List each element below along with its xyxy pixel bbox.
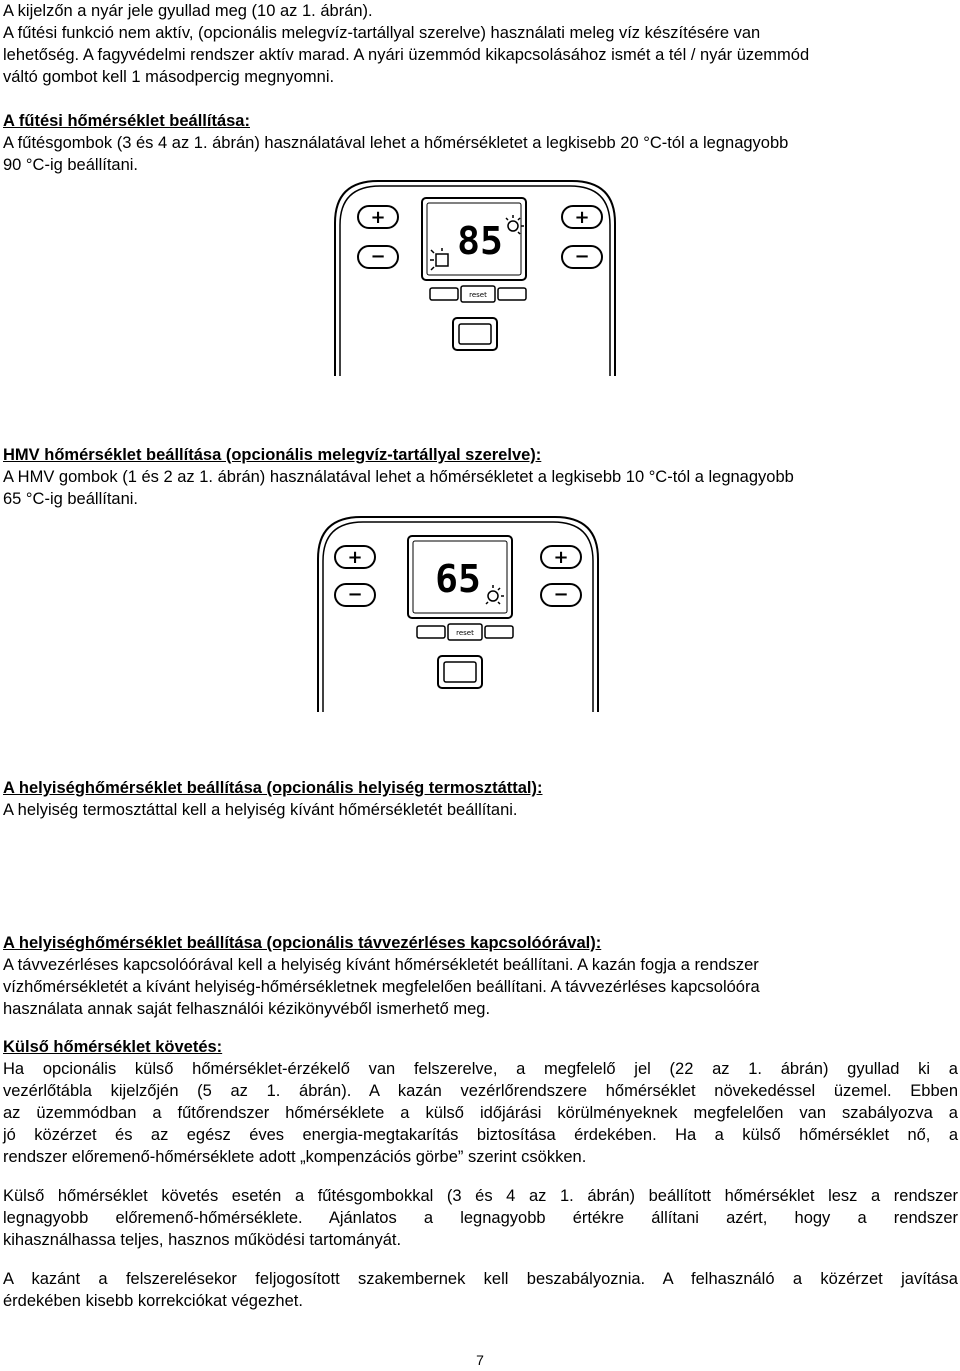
main-switch-button[interactable] [453,318,497,350]
heating-heading: A fűtési hőmérséklet beállítása: [3,112,250,130]
remote-heading: A helyiséghőmérséklet beállítása (opcionális távvezérléses kapcsolóórával): [3,934,602,952]
hmv-plus-right-button[interactable] [541,546,581,568]
lcd-display [422,198,526,280]
mode-button-right[interactable] [485,626,513,638]
minus-label: − [553,584,569,605]
remote-line-2: vízhőmérsékletét a kívánt helyiség-hőmérsékletnek megfelelően beállítani. A távvezérléses kapcsolóóra [3,978,760,996]
mode-button-left[interactable] [417,626,445,638]
mode-button-left[interactable] [430,288,458,300]
lcd-display [408,536,512,618]
intro-line-1: A kijelzőn a nyár jele gyullad meg (10 az 1. ábrán). [3,2,373,20]
reset-label: reset [456,629,474,637]
control-panel-hmv [313,514,603,714]
main-switch-button[interactable] [438,656,482,688]
hmv-line-1: A HMV gombok (1 és 2 az 1. ábrán) használatával lehet a hőmérsékletet a legkisebb 10 °C-tól a legnagyobb [3,468,794,486]
lcd-value: 85 [457,219,503,263]
outdoor-p1-line-4: jó közérzet és az egész éves energia-megtakarítás biztosítása érdekében. Ha a külső hőmérséklet nő, a [3,1126,958,1144]
heating-line-2: 90 °C-ig beállítani. [3,156,139,174]
outdoor-heading: Külső hőmérséklet követés: [3,1038,223,1056]
reset-label: reset [469,291,487,299]
hmv-minus-right-button[interactable] [541,584,581,606]
control-panel-heating [330,178,620,378]
mode-button-row [417,624,513,640]
outdoor-p1-line-2: vezérlőtábla kijelzőjén (5 az 1. ábrán). A kazán vezérlőrendszere hőmérséklet növekedéssel üzemel. Ebben [3,1082,958,1100]
hmv-minus-left-button[interactable] [335,584,375,606]
outdoor-p2-line-2: legnagyobb előremenő-hőmérséklete. Ajánlatos a legnagyobb értékre állítani azért, hogy a rendszer [3,1209,958,1227]
minus-label: − [370,246,386,267]
mode-button-row [430,286,526,302]
heating-minus-right-button[interactable] [562,246,602,268]
outdoor-p1-line-5: rendszer előremenő-hőmérséklete adott „kompenzációs görbe” szerint csökken. [3,1148,587,1166]
page-number: 7 [476,1352,484,1368]
outdoor-p3-line-2: érdekében kisebb korrekciókat végezhet. [3,1292,303,1310]
remote-line-3: használata annak saját felhasználói kézikönyvéből ismerhető meg. [3,1000,491,1018]
remote-line-1: A távvezérléses kapcsolóórával kell a helyiség kívánt hőmérsékletét beállítani. A kazán fogja a rendszer [3,956,759,974]
plus-label: + [370,207,386,228]
plus-label: + [553,547,569,568]
room-thermostat-heading: A helyiséghőmérséklet beállítása (opcionális helyiség termosztáttal): [3,779,543,797]
hmv-plus-left-button[interactable] [335,546,375,568]
heating-plus-right-button[interactable] [562,206,602,228]
outdoor-p1-line-1: Ha opcionális külső hőmérséklet-érzékelő van felszerelve, a megfelelő jel (22 az 1. ábrán) gyullad ki a [3,1060,958,1078]
outdoor-p2-line-1: Külső hőmérséklet követés esetén a fűtésgombokkal (3 és 4 az 1. ábrán) beállított hőmérséklet lesz a rendszer [3,1187,958,1205]
heating-plus-left-button[interactable] [358,206,398,228]
lcd-value: 65 [435,557,481,601]
intro-line-4: váltó gombot kell 1 másodpercig megnyomni. [3,68,335,86]
plus-label: + [574,207,590,228]
heating-line-1: A fűtésgombok (3 és 4 az 1. ábrán) használatával lehet a hőmérsékletet a legkisebb 20 °C-tól a legnagyobb [3,134,789,152]
outdoor-p2-line-3: kihasználhassa teljes, hasznos működési tartományát. [3,1231,402,1249]
intro-line-2: A fűtési funkció nem aktív, (opcionális melegvíz-tartállyal szerelve) használati meleg víz készítésére van [3,24,761,42]
mode-button-right[interactable] [498,288,526,300]
hmv-line-2: 65 °C-ig beállítani. [3,490,139,508]
heating-minus-left-button[interactable] [358,246,398,268]
room-thermostat-line-1: A helyiség termosztáttal kell a helyiség kívánt hőmérsékletét beállítani. [3,801,518,819]
minus-label: − [347,584,363,605]
plus-label: + [347,547,363,568]
hmv-heading: HMV hőmérséklet beállítása (opcionális melegvíz-tartállyal szerelve): [3,446,542,464]
minus-label: − [574,246,590,267]
intro-line-3: lehetőség. A fagyvédelmi rendszer aktív marad. A nyári üzemmód kikapcsolásához ismét a tél / nyár üzemmód [3,46,810,64]
outdoor-p3-line-1: A kazánt a felszerelésekor feljogosított szakembernek kell beszabályoznia. A felhasználó a közérzet javítása [3,1270,958,1288]
outdoor-p1-line-3: az üzemmódban a fűtőrendszer hőmérséklete a külső időjárási körülményeknek megfelelően van szabályozva a [3,1104,958,1122]
